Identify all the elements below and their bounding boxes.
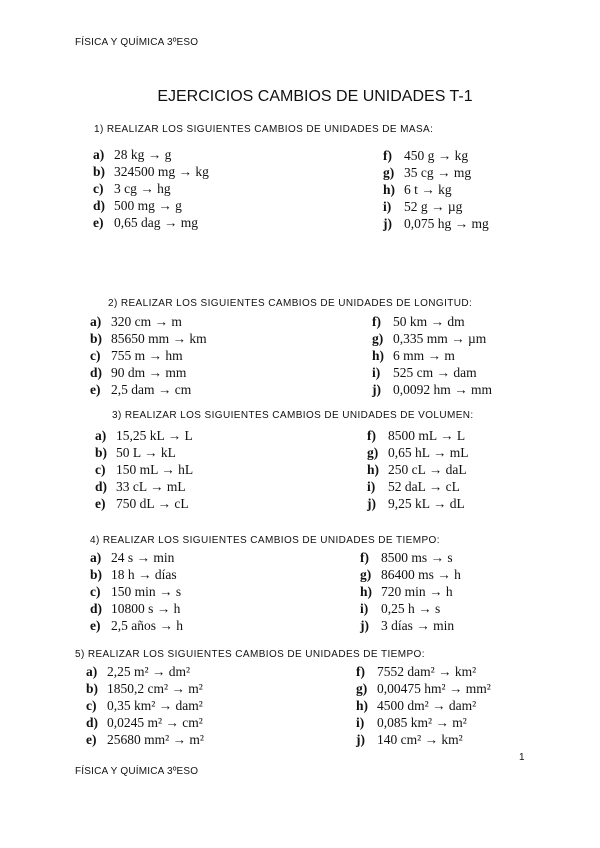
exercise-text: 0,35 km² → dam² bbox=[107, 698, 203, 713]
exercise-text: 6 mm → m bbox=[393, 348, 455, 363]
exercise-column-right bbox=[367, 427, 469, 512]
exercise-label: f) bbox=[383, 148, 392, 163]
exercise-text: 324500 mg → kg bbox=[114, 164, 209, 179]
exercise-label: g) bbox=[383, 165, 395, 180]
exercise-text: 0,075 hg → mg bbox=[404, 216, 489, 231]
exercise-text: 0,65 hL → mL bbox=[388, 445, 469, 460]
page-number: 1 bbox=[519, 752, 525, 763]
exercise-item bbox=[367, 444, 469, 461]
exercise-column-right bbox=[360, 549, 461, 634]
exercise-item bbox=[360, 566, 461, 583]
exercise-item bbox=[95, 444, 193, 461]
section-heading-tiempo: 4) REALIZAR LOS SIGUIENTES CAMBIOS DE UNIDADES DE TIEMPO: bbox=[90, 535, 440, 546]
section-heading-superficie: 5) REALIZAR LOS SIGUIENTES CAMBIOS DE UNIDADES DE TIEMPO: bbox=[75, 649, 425, 660]
exercise-item bbox=[93, 180, 209, 197]
exercise-label: g) bbox=[360, 567, 372, 582]
exercise-label: e) bbox=[95, 496, 106, 511]
exercise-label: h) bbox=[372, 348, 385, 363]
exercise-column-right bbox=[372, 313, 492, 398]
exercise-item bbox=[86, 697, 204, 714]
page-footer: FÍSICA Y QUÍMICA 3ºESO bbox=[75, 766, 199, 777]
exercise-label: a) bbox=[93, 147, 105, 162]
exercise-text: 3 cg → hg bbox=[114, 181, 171, 196]
exercise-item bbox=[95, 427, 193, 444]
exercise-item bbox=[383, 164, 489, 181]
exercise-item bbox=[372, 364, 492, 381]
exercise-label: i) bbox=[383, 199, 392, 214]
exercise-item bbox=[360, 617, 461, 634]
exercise-label: a) bbox=[86, 664, 98, 679]
exercise-item bbox=[367, 461, 469, 478]
exercise-text: 90 dm → mm bbox=[111, 365, 187, 380]
exercise-text: 33 cL → mL bbox=[116, 479, 186, 494]
exercise-item bbox=[356, 731, 491, 748]
exercise-item bbox=[383, 147, 489, 164]
exercise-text: 8500 ms → s bbox=[381, 550, 453, 565]
exercise-column-right bbox=[383, 147, 489, 232]
exercise-item bbox=[95, 495, 193, 512]
exercise-text: 150 min → s bbox=[111, 584, 182, 599]
exercise-label: g) bbox=[356, 681, 368, 696]
exercise-label: i) bbox=[367, 479, 376, 494]
exercise-label: i) bbox=[360, 601, 369, 616]
exercise-label: f) bbox=[356, 664, 365, 679]
exercise-label: f) bbox=[367, 428, 376, 443]
exercise-text: 1850,2 cm² → m² bbox=[107, 681, 203, 696]
exercise-item bbox=[90, 364, 207, 381]
exercise-text: 500 mg → g bbox=[114, 198, 182, 213]
exercise-item bbox=[367, 478, 469, 495]
exercise-item bbox=[90, 617, 183, 634]
exercise-item bbox=[90, 583, 183, 600]
exercise-item bbox=[372, 330, 492, 347]
exercise-text: 52 g → µg bbox=[404, 199, 463, 214]
exercise-text: 10800 s → h bbox=[111, 601, 181, 616]
exercise-text: 0,335 mm → µm bbox=[393, 331, 487, 346]
exercise-item bbox=[383, 215, 489, 232]
exercise-text: 25680 mm² → m² bbox=[107, 732, 204, 747]
exercise-item bbox=[86, 714, 204, 731]
exercise-label: g) bbox=[372, 331, 384, 346]
exercise-label: j) bbox=[383, 216, 392, 231]
exercise-item bbox=[95, 478, 193, 495]
exercise-text: 450 g → kg bbox=[404, 148, 469, 163]
exercise-label: e) bbox=[90, 382, 101, 397]
section-heading-masa: 1) REALIZAR LOS SIGUIENTES CAMBIOS DE UNIDADES DE MASA: bbox=[94, 124, 434, 135]
exercise-item bbox=[383, 198, 489, 215]
exercise-label: b) bbox=[95, 445, 108, 460]
exercise-text: 4500 dm² → dam² bbox=[377, 698, 477, 713]
exercise-text: 15,25 kL → L bbox=[116, 428, 193, 443]
exercise-text: 525 cm → dam bbox=[393, 365, 477, 380]
exercise-text: 150 mL → hL bbox=[116, 462, 194, 477]
exercise-text: 2,25 m² → dm² bbox=[107, 664, 191, 679]
exercise-text: 140 cm² → km² bbox=[377, 732, 463, 747]
exercise-column-left bbox=[86, 663, 204, 748]
exercise-item bbox=[356, 697, 491, 714]
exercise-label: c) bbox=[86, 698, 97, 713]
exercise-text: 0,65 dag → mg bbox=[114, 215, 198, 230]
exercise-item bbox=[356, 663, 491, 680]
exercise-text: 0,085 km² → m² bbox=[377, 715, 467, 730]
exercise-item bbox=[367, 427, 469, 444]
exercise-text: 52 daL → cL bbox=[388, 479, 460, 494]
exercise-label: e) bbox=[86, 732, 97, 747]
exercise-item bbox=[86, 680, 204, 697]
exercise-label: c) bbox=[93, 181, 104, 196]
exercise-item bbox=[383, 181, 489, 198]
exercise-label: i) bbox=[372, 365, 381, 380]
exercise-item bbox=[86, 663, 204, 680]
exercise-item bbox=[360, 583, 461, 600]
exercise-item bbox=[93, 214, 209, 231]
exercise-label: e) bbox=[90, 618, 101, 633]
exercise-text: 7552 dam² → km² bbox=[377, 664, 477, 679]
exercise-text: 755 m → hm bbox=[111, 348, 183, 363]
exercise-text: 35 cg → mg bbox=[404, 165, 472, 180]
exercise-text: 8500 mL → L bbox=[388, 428, 466, 443]
exercise-label: b) bbox=[93, 164, 106, 179]
exercise-item bbox=[90, 600, 183, 617]
exercise-text: 50 L → kL bbox=[116, 445, 176, 460]
exercise-text: 2,5 años → h bbox=[111, 618, 183, 633]
exercise-item bbox=[90, 381, 207, 398]
exercise-label: d) bbox=[86, 715, 99, 730]
exercise-text: 6 t → kg bbox=[404, 182, 452, 197]
exercise-item bbox=[372, 313, 492, 330]
exercise-label: g) bbox=[367, 445, 379, 460]
exercise-label: j) bbox=[367, 496, 376, 511]
exercise-label: a) bbox=[95, 428, 107, 443]
exercise-item bbox=[90, 549, 183, 566]
exercise-label: c) bbox=[95, 462, 106, 477]
exercise-item bbox=[367, 495, 469, 512]
exercise-column-left bbox=[90, 313, 207, 398]
exercise-label: d) bbox=[95, 479, 108, 494]
exercise-text: 750 dL → cL bbox=[116, 496, 189, 511]
exercise-item bbox=[356, 680, 491, 697]
exercise-label: h) bbox=[367, 462, 380, 477]
exercise-item bbox=[90, 330, 207, 347]
exercise-text: 28 kg → g bbox=[114, 147, 172, 162]
exercise-text: 2,5 dam → cm bbox=[111, 382, 192, 397]
exercise-text: 85650 mm → km bbox=[111, 331, 207, 346]
exercise-label: h) bbox=[383, 182, 396, 197]
exercise-text: 9,25 kL → dL bbox=[388, 496, 465, 511]
exercise-label: d) bbox=[90, 365, 103, 380]
exercise-item bbox=[372, 381, 492, 398]
page-title: EJERCICIOS CAMBIOS DE UNIDADES T-1 bbox=[157, 88, 473, 105]
exercise-label: j) bbox=[360, 618, 369, 633]
exercise-label: d) bbox=[90, 601, 103, 616]
exercise-item bbox=[90, 347, 207, 364]
section-heading-longitud: 2) REALIZAR LOS SIGUIENTES CAMBIOS DE UNIDADES DE LONGITUD: bbox=[108, 298, 473, 309]
exercise-item bbox=[372, 347, 492, 364]
exercise-item bbox=[93, 146, 209, 163]
exercise-item bbox=[93, 163, 209, 180]
exercise-label: c) bbox=[90, 348, 101, 363]
exercise-label: b) bbox=[90, 567, 103, 582]
exercise-label: h) bbox=[356, 698, 369, 713]
exercise-item bbox=[90, 566, 183, 583]
exercise-item bbox=[360, 600, 461, 617]
exercise-label: c) bbox=[90, 584, 101, 599]
exercise-text: 720 min → h bbox=[381, 584, 453, 599]
exercise-label: e) bbox=[93, 215, 104, 230]
exercise-label: a) bbox=[90, 314, 102, 329]
exercise-text: 250 cL → daL bbox=[388, 462, 467, 477]
exercise-label: i) bbox=[356, 715, 365, 730]
exercise-text: 3 días → min bbox=[381, 618, 455, 633]
exercise-text: 0,0245 m² → cm² bbox=[107, 715, 203, 730]
exercise-text: 18 h → días bbox=[111, 567, 177, 582]
exercise-text: 0,00475 hm² → mm² bbox=[377, 681, 491, 696]
exercise-text: 0,25 h → s bbox=[381, 601, 441, 616]
exercise-item bbox=[93, 197, 209, 214]
exercise-label: b) bbox=[90, 331, 103, 346]
exercise-column-right bbox=[356, 663, 491, 748]
exercise-label: j) bbox=[372, 382, 381, 397]
exercise-item bbox=[95, 461, 193, 478]
exercise-label: b) bbox=[86, 681, 99, 696]
exercise-label: a) bbox=[90, 550, 102, 565]
exercise-item bbox=[90, 313, 207, 330]
exercise-column-left bbox=[93, 146, 209, 231]
exercise-label: h) bbox=[360, 584, 373, 599]
exercise-label: f) bbox=[360, 550, 369, 565]
exercise-label: d) bbox=[93, 198, 106, 213]
exercise-label: f) bbox=[372, 314, 381, 329]
exercise-text: 86400 ms → h bbox=[381, 567, 461, 582]
exercise-column-left bbox=[95, 427, 193, 512]
exercise-text: 24 s → min bbox=[111, 550, 175, 565]
exercise-item bbox=[356, 714, 491, 731]
page-header: FÍSICA Y QUÍMICA 3ºESO bbox=[75, 37, 199, 48]
exercise-column-left bbox=[90, 549, 183, 634]
exercise-label: j) bbox=[356, 732, 365, 747]
exercise-item bbox=[86, 731, 204, 748]
exercise-text: 0,0092 hm → mm bbox=[393, 382, 493, 397]
exercise-text: 320 cm → m bbox=[111, 314, 182, 329]
section-heading-volumen: 3) REALIZAR LOS SIGUIENTES CAMBIOS DE UNIDADES DE VOLUMEN: bbox=[112, 410, 474, 421]
exercise-text: 50 km → dm bbox=[393, 314, 465, 329]
exercise-item bbox=[360, 549, 461, 566]
